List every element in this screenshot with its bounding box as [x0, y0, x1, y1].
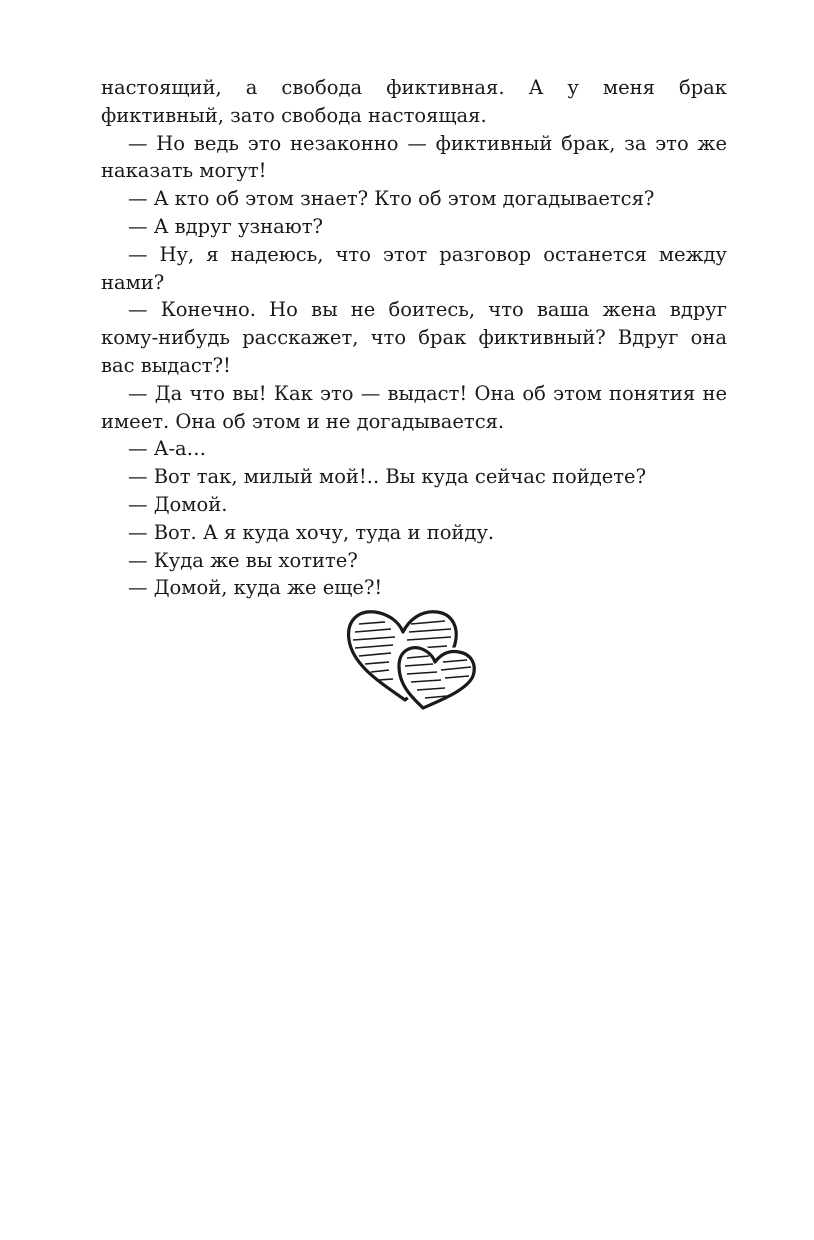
paragraph-2: — Но ведь это незаконно — фиктивный брак, за это же наказать могут!	[101, 131, 727, 183]
paragraph-10: — Домой.	[128, 492, 228, 516]
paragraph-11: — Вот. А я куда хочу, туда и пойду.	[128, 520, 495, 544]
paragraph-5: — Ну, я надеюсь, что этот разговор останется между нами?	[101, 242, 727, 294]
body-text	[101, 74, 727, 602]
two-hearts-icon	[345, 604, 479, 714]
paragraph-9: — Вот так, милый мой!.. Вы куда сейчас пойдете?	[128, 465, 647, 489]
paragraph-3: — А кто об этом знает? Кто об этом догадывается?	[128, 187, 655, 211]
paragraph-8: — А-а…	[128, 437, 207, 461]
paragraph-4: — А вдруг узнают?	[128, 214, 323, 238]
paragraph-7: — Да что вы! Как это — выдаст! Она об этом понятия не имеет. Она об этом и не догадывается.	[101, 381, 727, 433]
paragraph-12: — Куда же вы хотите?	[128, 548, 358, 572]
paragraph-6: — Конечно. Но вы не боитесь, что ваша жена вдруг кому-нибудь расскажет, что брак фиктивный? Вдруг она вас выдаст?!	[101, 298, 727, 377]
paragraph-13: — Домой, куда же еще?!	[128, 576, 383, 600]
paragraph-1: настоящий, а свобода фиктивная. А у меня брак фиктивный, зато свобода настоящая.	[101, 76, 727, 127]
